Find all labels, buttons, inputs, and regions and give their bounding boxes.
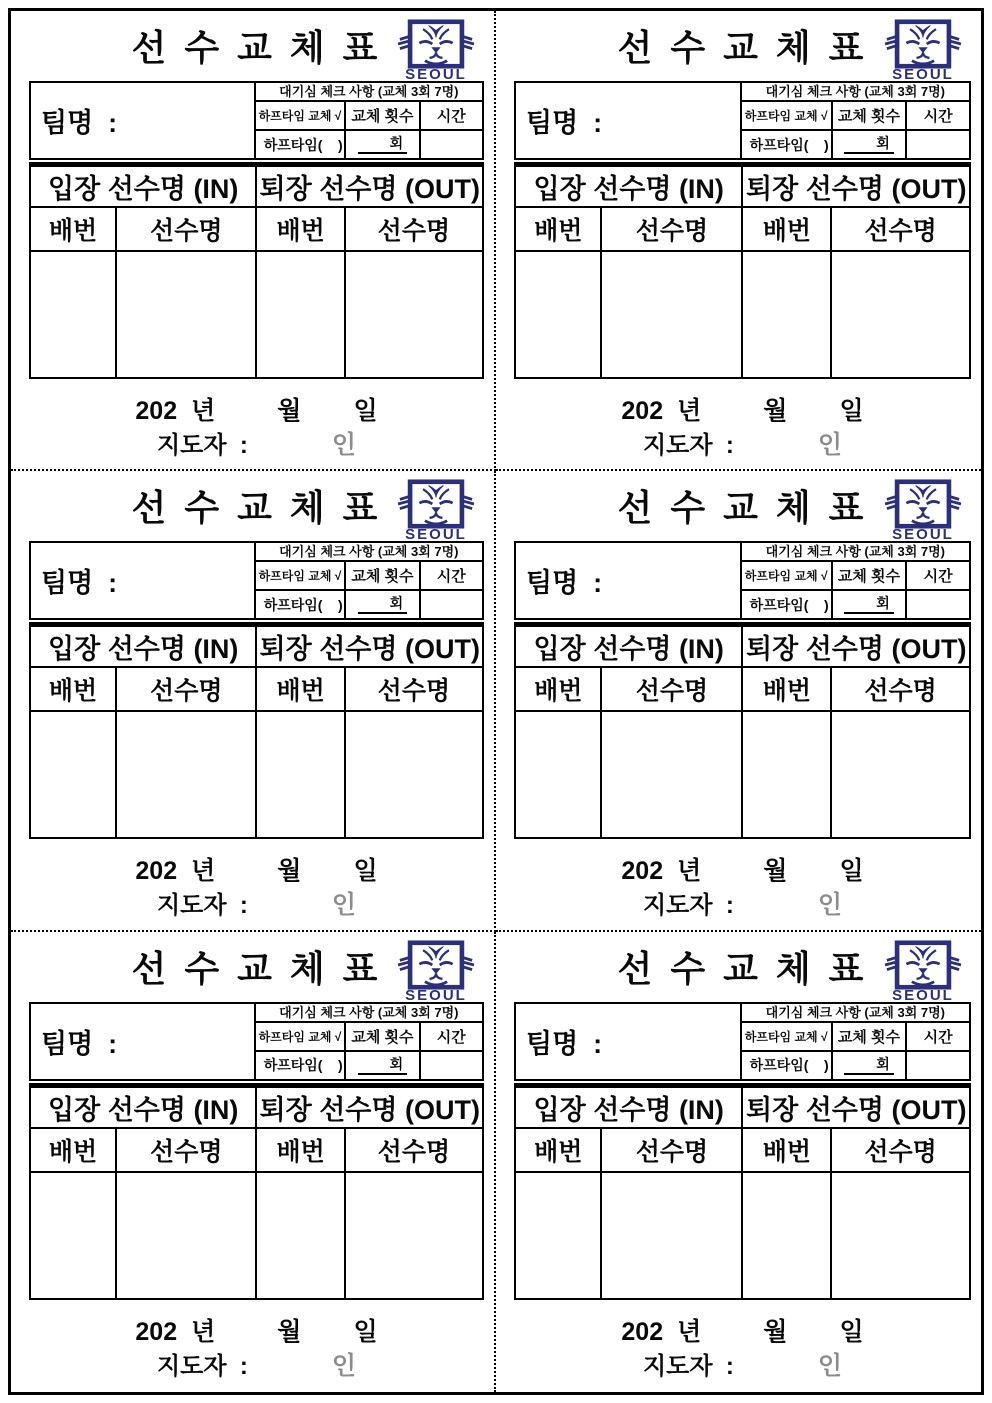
substitution-roster-table	[29, 1083, 484, 1300]
out-name-col-header: 선수명	[831, 207, 970, 251]
year-label: 년	[191, 397, 216, 425]
day-blank[interactable]	[301, 878, 353, 879]
date-line	[29, 851, 484, 886]
stamp-placeholder: 인	[331, 431, 357, 459]
referee-check-header: 대기심 체크 사항 (교체 3회 7명)	[741, 542, 970, 561]
referee-check-header: 대기심 체크 사항 (교체 3회 7명)	[741, 1003, 970, 1022]
sub-count-blank-cell[interactable]	[832, 590, 907, 619]
in-players-header: 입장 선수명 (IN)	[30, 165, 256, 208]
out-number-cell[interactable]	[256, 251, 344, 378]
out-name-col-header: 선수명	[831, 667, 970, 711]
halftime-sub-label: 하프타임 교체 √	[255, 1022, 346, 1051]
out-number-cell[interactable]	[742, 711, 831, 838]
halftime-blank-cell[interactable]	[741, 1051, 832, 1080]
signature-line	[514, 885, 971, 920]
tiger-emblem-icon	[394, 19, 478, 69]
month-blank[interactable]	[701, 878, 763, 879]
team-name-cell[interactable]	[515, 82, 741, 159]
out-number-col-header: 배번	[256, 207, 344, 251]
in-players-header: 입장 선수명 (IN)	[30, 1085, 256, 1128]
day-label: 일	[353, 397, 378, 425]
substitution-roster-table	[514, 162, 971, 379]
out-name-col-header: 선수명	[345, 667, 483, 711]
out-name-cell[interactable]	[831, 251, 970, 378]
year-digit-blank[interactable]	[177, 878, 191, 879]
year-label: 년	[677, 857, 702, 886]
coach-label: 지도자 :	[156, 892, 248, 920]
halftime-blank-label: 하프타임( )	[749, 1057, 829, 1074]
out-players-header: 퇴장 선수명 (OUT)	[742, 1085, 970, 1128]
year-prefix-label: 202	[621, 397, 664, 425]
day-blank[interactable]	[301, 1339, 353, 1340]
out-number-col-header: 배번	[256, 1128, 344, 1172]
year-prefix-label: 202	[135, 1317, 178, 1346]
count-unit-label: 회	[876, 135, 890, 151]
out-name-cell[interactable]	[831, 1172, 970, 1299]
halftime-blank-label: 하프타임( )	[749, 596, 829, 613]
sub-count-blank-cell[interactable]	[345, 1051, 419, 1080]
coach-signature-blank[interactable]	[734, 452, 818, 453]
year-label: 년	[191, 857, 216, 886]
halftime-sub-label: 하프타임 교체 √	[255, 101, 346, 130]
seoul-fa-logo	[879, 19, 967, 81]
in-number-col-header: 배번	[515, 1128, 601, 1172]
in-players-header: 입장 선수명 (IN)	[30, 625, 256, 668]
year-prefix-label: 202	[135, 857, 178, 886]
count-blank-line	[358, 1057, 408, 1075]
out-players-header: 퇴장 선수명 (OUT)	[256, 625, 483, 668]
form-header	[29, 17, 484, 81]
year-prefix-label: 202	[621, 1317, 664, 1346]
time-blank-cell[interactable]	[906, 590, 970, 619]
logo-seoul-text: SEOUL	[398, 990, 474, 1002]
seoul-fa-logo	[392, 19, 480, 81]
halftime-blank-cell[interactable]	[255, 1051, 346, 1080]
sub-count-label: 교체 횟수	[345, 1022, 419, 1051]
halftime-blank-label: 하프타임( )	[263, 596, 343, 613]
in-name-col-header: 선수명	[116, 667, 256, 711]
sub-count-label: 교체 횟수	[345, 101, 419, 130]
out-number-col-header: 배번	[742, 207, 831, 251]
halftime-sub-label: 하프타임 교체 √	[741, 101, 832, 130]
in-number-cell[interactable]	[30, 1172, 116, 1299]
in-number-col-header: 배번	[30, 1128, 116, 1172]
sub-count-label: 교체 횟수	[832, 561, 907, 590]
in-name-cell[interactable]	[116, 251, 256, 378]
logo-seoul-text: SEOUL	[885, 990, 961, 1002]
team-name-cell[interactable]	[30, 82, 255, 159]
sub-count-label: 교체 횟수	[832, 1022, 907, 1051]
out-number-col-header: 배번	[742, 667, 831, 711]
in-name-col-header: 선수명	[601, 1128, 742, 1172]
year-prefix-label: 202	[621, 857, 664, 886]
team-name-cell[interactable]	[515, 1003, 741, 1080]
time-blank-cell[interactable]	[420, 1051, 483, 1080]
team-name-label: 팀명 :	[526, 1028, 603, 1059]
substitution-form	[496, 471, 981, 931]
out-name-cell[interactable]	[831, 711, 970, 838]
day-label: 일	[839, 1317, 864, 1346]
time-blank-cell[interactable]	[420, 130, 483, 159]
logo-seoul-text: SEOUL	[398, 529, 474, 541]
time-blank-cell[interactable]	[906, 130, 970, 159]
month-blank[interactable]	[215, 1339, 277, 1340]
team-name-label: 팀명 :	[526, 108, 603, 138]
out-players-header: 퇴장 선수명 (OUT)	[256, 165, 483, 208]
sub-count-label: 교체 횟수	[832, 101, 907, 130]
team-name-cell[interactable]	[30, 542, 255, 619]
time-blank-cell[interactable]	[420, 590, 483, 619]
team-check-table	[29, 541, 484, 620]
form-header	[29, 938, 484, 1002]
signature-line	[29, 425, 484, 457]
tiger-emblem-icon	[881, 479, 965, 529]
count-blank-line	[358, 136, 408, 154]
day-label: 일	[839, 397, 864, 425]
month-blank[interactable]	[215, 878, 277, 879]
team-name-label: 팀명 :	[41, 1028, 118, 1059]
out-name-cell[interactable]	[345, 711, 483, 838]
team-name-label: 팀명 :	[41, 568, 118, 599]
sub-count-label: 교체 횟수	[345, 561, 419, 590]
out-number-cell[interactable]	[256, 711, 344, 838]
in-number-col-header: 배번	[515, 667, 601, 711]
team-check-table	[29, 81, 484, 160]
halftime-blank-cell[interactable]	[741, 590, 832, 619]
time-blank-cell[interactable]	[906, 1051, 970, 1080]
form-header	[29, 477, 484, 541]
referee-check-header: 대기심 체크 사항 (교체 3회 7명)	[741, 82, 970, 101]
in-name-col-header: 선수명	[601, 207, 742, 251]
tiger-emblem-icon	[881, 19, 965, 69]
in-name-cell[interactable]	[601, 711, 742, 838]
in-number-cell[interactable]	[30, 251, 116, 378]
year-digit-blank[interactable]	[663, 418, 677, 419]
form-title: 선 수 교 체 표	[131, 947, 382, 989]
date-line	[514, 391, 971, 425]
coach-signature-blank[interactable]	[734, 1373, 818, 1374]
time-label: 시간	[906, 101, 970, 130]
form-title: 선 수 교 체 표	[617, 27, 868, 68]
out-name-cell[interactable]	[345, 1172, 483, 1299]
count-blank-line	[844, 596, 894, 614]
out-number-cell[interactable]	[742, 251, 831, 378]
in-number-cell[interactable]	[515, 251, 601, 378]
in-name-cell[interactable]	[601, 251, 742, 378]
day-label: 일	[839, 857, 864, 886]
substitution-form	[11, 471, 496, 931]
substitution-roster-table	[514, 1083, 971, 1300]
coach-signature-blank[interactable]	[248, 912, 332, 913]
coach-label: 지도자 :	[156, 1352, 248, 1380]
coach-label: 지도자 :	[642, 432, 734, 459]
referee-check-header: 대기심 체크 사항 (교체 3회 7명)	[255, 542, 483, 561]
in-number-col-header: 배번	[30, 207, 116, 251]
count-blank-line	[844, 1057, 894, 1075]
in-number-cell[interactable]	[515, 1172, 601, 1299]
team-check-table	[29, 1002, 484, 1081]
out-players-header: 퇴장 선수명 (OUT)	[742, 165, 970, 208]
month-label: 월	[277, 1317, 302, 1346]
tiger-emblem-icon	[881, 940, 965, 990]
month-label: 월	[763, 397, 788, 425]
time-label: 시간	[906, 1022, 970, 1051]
team-check-table	[514, 541, 971, 620]
halftime-blank-label: 하프타임( )	[749, 136, 829, 153]
count-blank-line	[358, 596, 408, 614]
out-number-col-header: 배번	[256, 667, 344, 711]
year-label: 년	[677, 397, 702, 425]
logo-seoul-text: SEOUL	[885, 69, 961, 81]
coach-label: 지도자 :	[642, 892, 734, 920]
sub-count-blank-cell[interactable]	[832, 130, 907, 159]
month-label: 월	[277, 397, 302, 425]
month-label: 월	[763, 1317, 788, 1346]
day-blank[interactable]	[301, 418, 353, 419]
sub-count-blank-cell[interactable]	[345, 130, 419, 159]
form-header	[514, 17, 971, 81]
out-name-col-header: 선수명	[345, 207, 483, 251]
date-line	[29, 1312, 484, 1346]
month-label: 월	[763, 857, 788, 886]
sub-count-blank-cell[interactable]	[345, 590, 419, 619]
stamp-placeholder: 인	[817, 891, 843, 920]
in-name-col-header: 선수명	[601, 667, 742, 711]
signature-line	[29, 1346, 484, 1378]
seoul-fa-logo	[392, 479, 480, 541]
coach-signature-blank[interactable]	[248, 1373, 332, 1374]
stamp-placeholder: 인	[817, 1351, 843, 1380]
halftime-blank-label: 하프타임( )	[263, 1057, 343, 1074]
seoul-fa-logo	[392, 940, 480, 1002]
in-number-cell[interactable]	[30, 711, 116, 838]
out-name-cell[interactable]	[345, 251, 483, 378]
coach-signature-blank[interactable]	[734, 912, 818, 913]
substitution-form	[11, 11, 496, 471]
year-label: 년	[191, 1317, 216, 1346]
substitution-form	[496, 11, 981, 471]
count-unit-label: 회	[389, 135, 404, 151]
date-line	[514, 1312, 971, 1346]
out-number-col-header: 배번	[742, 1128, 831, 1172]
count-unit-label: 회	[876, 595, 890, 612]
in-number-cell[interactable]	[515, 711, 601, 838]
form-title: 선 수 교 체 표	[131, 487, 382, 529]
out-players-header: 퇴장 선수명 (OUT)	[256, 1085, 483, 1128]
count-blank-line	[844, 136, 894, 154]
out-players-header: 퇴장 선수명 (OUT)	[742, 625, 970, 668]
in-players-header: 입장 선수명 (IN)	[515, 625, 742, 668]
logo-seoul-text: SEOUL	[398, 69, 474, 81]
team-name-label: 팀명 :	[41, 108, 118, 138]
team-name-cell[interactable]	[30, 1003, 255, 1080]
form-header	[514, 477, 971, 541]
time-label: 시간	[906, 561, 970, 590]
form-title: 선 수 교 체 표	[617, 947, 868, 989]
referee-check-header: 대기심 체크 사항 (교체 3회 7명)	[255, 82, 483, 101]
year-digit-blank[interactable]	[177, 1339, 191, 1340]
coach-signature-blank[interactable]	[248, 452, 332, 453]
day-blank[interactable]	[787, 878, 839, 879]
form-header	[514, 938, 971, 1002]
time-label: 시간	[420, 561, 483, 590]
out-number-cell[interactable]	[256, 1172, 344, 1299]
in-name-col-header: 선수명	[116, 207, 256, 251]
substitution-form	[496, 932, 981, 1392]
in-name-cell[interactable]	[116, 1172, 256, 1299]
halftime-blank-label: 하프타임( )	[263, 136, 343, 153]
year-digit-blank[interactable]	[663, 1339, 677, 1340]
halftime-sub-label: 하프타임 교체 √	[741, 561, 832, 590]
substitution-roster-table	[514, 622, 971, 839]
date-line	[29, 391, 484, 425]
day-blank[interactable]	[787, 1339, 839, 1340]
halftime-blank-cell[interactable]	[255, 130, 346, 159]
day-label: 일	[353, 857, 378, 886]
form-title: 선 수 교 체 표	[131, 27, 382, 68]
in-name-cell[interactable]	[116, 711, 256, 838]
in-players-header: 입장 선수명 (IN)	[515, 165, 742, 208]
stamp-placeholder: 인	[331, 1351, 357, 1380]
count-unit-label: 회	[876, 1055, 890, 1072]
team-name-label: 팀명 :	[526, 568, 603, 599]
coach-label: 지도자 :	[156, 432, 248, 459]
in-players-header: 입장 선수명 (IN)	[515, 1085, 742, 1128]
date-line	[514, 851, 971, 886]
sub-count-blank-cell[interactable]	[832, 1051, 907, 1080]
in-name-cell[interactable]	[601, 1172, 742, 1299]
time-label: 시간	[420, 101, 483, 130]
tiger-emblem-icon	[394, 940, 478, 990]
count-unit-label: 회	[389, 1055, 404, 1072]
substitution-form	[11, 932, 496, 1392]
substitution-roster-table	[29, 622, 484, 839]
year-prefix-label: 202	[135, 397, 178, 425]
team-name-cell[interactable]	[515, 542, 741, 619]
month-label: 월	[277, 857, 302, 886]
month-blank[interactable]	[215, 418, 277, 419]
referee-check-header: 대기심 체크 사항 (교체 3회 7명)	[255, 1003, 483, 1022]
substitution-roster-table	[29, 162, 484, 379]
logo-seoul-text: SEOUL	[885, 529, 961, 541]
year-digit-blank[interactable]	[663, 878, 677, 879]
out-number-cell[interactable]	[742, 1172, 831, 1299]
in-number-col-header: 배번	[515, 207, 601, 251]
form-title: 선 수 교 체 표	[617, 487, 868, 529]
stamp-placeholder: 인	[331, 891, 357, 920]
team-check-table	[514, 81, 971, 160]
halftime-sub-label: 하프타임 교체 √	[741, 1022, 832, 1051]
signature-line	[29, 885, 484, 920]
coach-label: 지도자 :	[642, 1352, 734, 1380]
count-unit-label: 회	[389, 595, 404, 612]
halftime-blank-cell[interactable]	[741, 130, 832, 159]
stamp-placeholder: 인	[817, 431, 843, 459]
page-border	[8, 8, 984, 1395]
year-label: 년	[677, 1317, 702, 1346]
month-blank[interactable]	[701, 418, 763, 419]
tiger-emblem-icon	[394, 479, 478, 529]
halftime-sub-label: 하프타임 교체 √	[255, 561, 346, 590]
month-blank[interactable]	[701, 1339, 763, 1340]
day-label: 일	[353, 1317, 378, 1346]
out-name-col-header: 선수명	[345, 1128, 483, 1172]
in-number-col-header: 배번	[30, 667, 116, 711]
out-name-col-header: 선수명	[831, 1128, 970, 1172]
time-label: 시간	[420, 1022, 483, 1051]
signature-line	[514, 1346, 971, 1378]
forms-grid	[11, 11, 981, 1392]
signature-line	[514, 425, 971, 457]
halftime-blank-cell[interactable]	[255, 590, 346, 619]
seoul-fa-logo	[879, 940, 967, 1002]
seoul-fa-logo	[879, 479, 967, 541]
team-check-table	[514, 1002, 971, 1081]
day-blank[interactable]	[787, 418, 839, 419]
in-name-col-header: 선수명	[116, 1128, 256, 1172]
year-digit-blank[interactable]	[177, 418, 191, 419]
